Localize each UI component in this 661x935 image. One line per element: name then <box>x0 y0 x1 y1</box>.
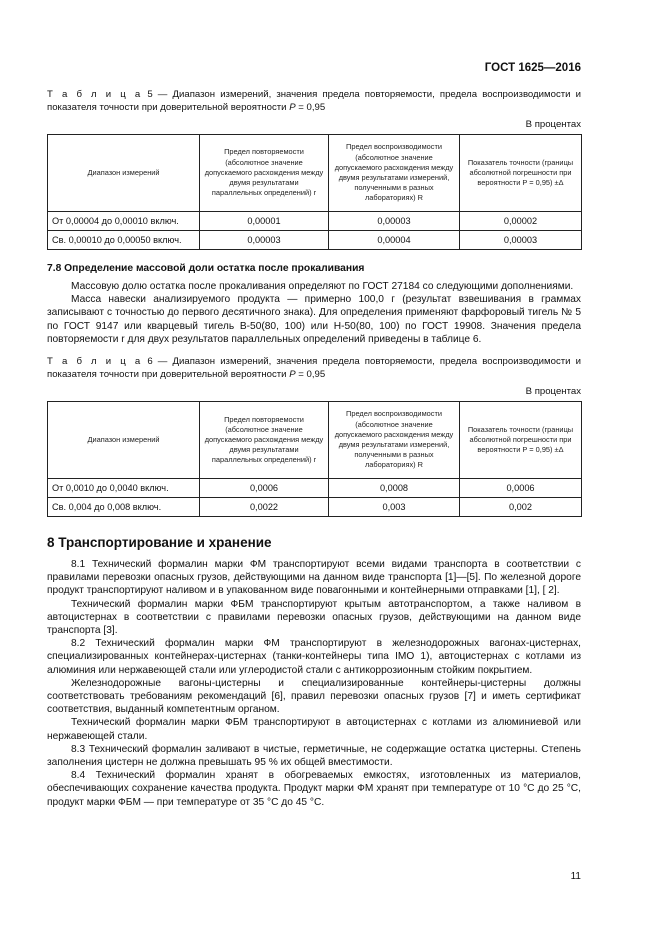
table-cell: Св. 0,004 до 0,008 включ. <box>48 498 200 517</box>
paragraph: 8.4 Технический формалин хранят в обогреваемых емкостях, изготовленных из материалов, обеспечивающих сохранение качества продукта. Продукт марки ФМ хранят при температуре от 10 °С до 25 °С, продукт марки ФБМ — при температуре от 35 °С до 45 °С. <box>47 770 581 808</box>
page-content <box>47 89 581 809</box>
table5-header-accuracy: Показатель точности (границы абсолютной погрешности при вероятности P = 0,95) ±Δ <box>460 135 582 212</box>
paragraph: Масса навески анализируемого продукта — примерно 100,0 г (результат взвешивания в граммах записывают с точностью до первого десятичного знака). Для определения применяют фарфоровый тигель № 5 по ГОСТ 9147 или кварцевый тигель В-50(80, 100) или Н-50(80, 100) по ГОСТ 19908. Значения предела повторяемости r для двух результатов параллельных определений приведены в таблице 6. <box>47 294 581 345</box>
table6 <box>47 401 582 517</box>
table-cell: 0,00002 <box>460 212 582 231</box>
table-cell: От 0,0010 до 0,0040 включ. <box>48 479 200 498</box>
table-cell: От 0,00004 до 0,00010 включ. <box>48 212 200 231</box>
document-header: ГОСТ 1625—2016 <box>484 62 581 74</box>
paragraph: 8.1 Технический формалин марки ФМ транспортируют всеми видами транспорта в соответствии с правилами перевозки опасных грузов, действующими на данном виде транспорта [1]—[5]. По железной дороге продукт транспортируют наливом и в упакованном виде повагонными и контейнерными отправками [1], [ 2]. <box>47 559 581 597</box>
table5-caption <box>47 89 581 114</box>
section-7-8-body <box>47 280 581 346</box>
table6-caption-num: 6 <box>147 356 153 368</box>
table5-unit: В процентах <box>525 119 581 130</box>
table5 <box>47 134 582 250</box>
table6-caption-p: P <box>289 368 296 380</box>
table-cell: 0,00004 <box>329 231 460 250</box>
table-cell: 0,00001 <box>200 212 329 231</box>
section-8-title: 8 Транспортирование и хранение <box>47 535 272 551</box>
table-cell: 0,0008 <box>329 479 460 498</box>
table5-header-reproducibility: Предел воспроизводимости (абсолютное значение допускаемого расхождения между двумя результатами измерений, полученными в разных лабораториях) R <box>329 135 460 212</box>
table-row <box>48 479 582 498</box>
table6-header-row <box>48 402 582 479</box>
paragraph: Железнодорожные вагоны-цистерны и специализированные контейнеры-цистерны должны соответствовать требованиям рекомендаций [6], правил перевозки опасных грузов [7] и иметь сертификат соответствия, выданный компетентным органом. <box>47 677 581 716</box>
table-cell: 0,0006 <box>200 479 329 498</box>
table6-header-reproducibility: Предел воспроизводимости (абсолютное значение допускаемого расхождения между двумя результатами измерений, полученными в разных лабораториях) R <box>329 402 460 479</box>
paragraph: Технический формалин марки ФБМ транспортируют в автоцистернах с котлами из алюминиевой или нержавеющей стали. <box>47 717 581 742</box>
table-cell: 0,003 <box>329 498 460 517</box>
table6-caption-prefix: Т а б л и ц а <box>47 356 143 368</box>
table6-header-repeatability: Предел повторяемости (абсолютное значение допускаемого расхождения между двумя результатами параллельных определений) r <box>200 402 329 479</box>
paragraph: Массовую долю остатка после прокаливания определяют по ГОСТ 27184 со следующими дополнениями. <box>71 281 574 292</box>
table-row <box>48 212 582 231</box>
table5-caption-prefix: Т а б л и ц а <box>47 89 143 100</box>
table6-caption-text: — Диапазон измерений, значения предела повторяемости, предела воспроизводимости и показателя точности при доверительной вероятности <box>47 356 581 380</box>
table-row <box>48 498 582 517</box>
table5-caption-text: — Диапазон измерений, значения предела повторяемости, предела воспроизводимости и показателя точности при доверительной вероятности <box>47 89 581 113</box>
table5-header-repeatability: Предел повторяемости (абсолютное значение допускаемого расхождения между двумя результатами параллельных определений) r <box>200 135 329 212</box>
table-cell: 0,00003 <box>460 231 582 250</box>
table-cell: 0,0006 <box>460 479 582 498</box>
table5-caption-end: = 0,95 <box>295 101 326 113</box>
table6-unit: В процентах <box>525 386 581 398</box>
table-cell: 0,0022 <box>200 498 329 517</box>
table6-header-accuracy: Показатель точности (границы абсолютной погрешности при вероятности P = 0,95) ±Δ <box>460 402 582 479</box>
table6-caption <box>47 356 581 381</box>
table6-caption-end: = 0,95 <box>295 368 326 380</box>
table-row <box>48 231 582 250</box>
table-cell: 0,00003 <box>329 212 460 231</box>
page-number: 11 <box>570 871 581 882</box>
table5-caption-p: P <box>289 101 296 113</box>
table5-header-row <box>48 135 582 212</box>
section-7-8-title: 7.8 Определение массовой доли остатка после прокаливания <box>47 263 365 274</box>
table6-header-range: Диапазон измерений <box>48 402 200 479</box>
table-cell: 0,00003 <box>200 231 329 250</box>
section-8-body <box>47 558 581 809</box>
table-cell: Св. 0,00010 до 0,00050 включ. <box>48 231 200 250</box>
paragraph: 8.2 Технический формалин марки ФМ транспортируют в железнодорожных вагонах-цистернах, специализированных контейнерах-цистернах (танки-контейнеры типа IMO 1), автоцистернах с котлами из алюминия или нержавеющей стали или углеродистой стали с антикоррозионным стойким покрытием. <box>47 638 581 676</box>
paragraph: Технический формалин марки ФБМ транспортируют крытым автотранспортом, а также наливом в автоцистернах в соответствии с правилами перевозки опасных грузов, действующими на данном виде транспорта [3]. <box>47 598 581 637</box>
table5-caption-num: 5 <box>147 89 153 100</box>
table-cell: 0,002 <box>460 498 582 517</box>
table5-header-range: Диапазон измерений <box>48 135 200 212</box>
paragraph: 8.3 Технический формалин заливают в чистые, герметичные, не содержащие остатка цистерны. Степень заполнения цистерн не должна превышать 95 % их общей вместимости. <box>47 743 581 769</box>
